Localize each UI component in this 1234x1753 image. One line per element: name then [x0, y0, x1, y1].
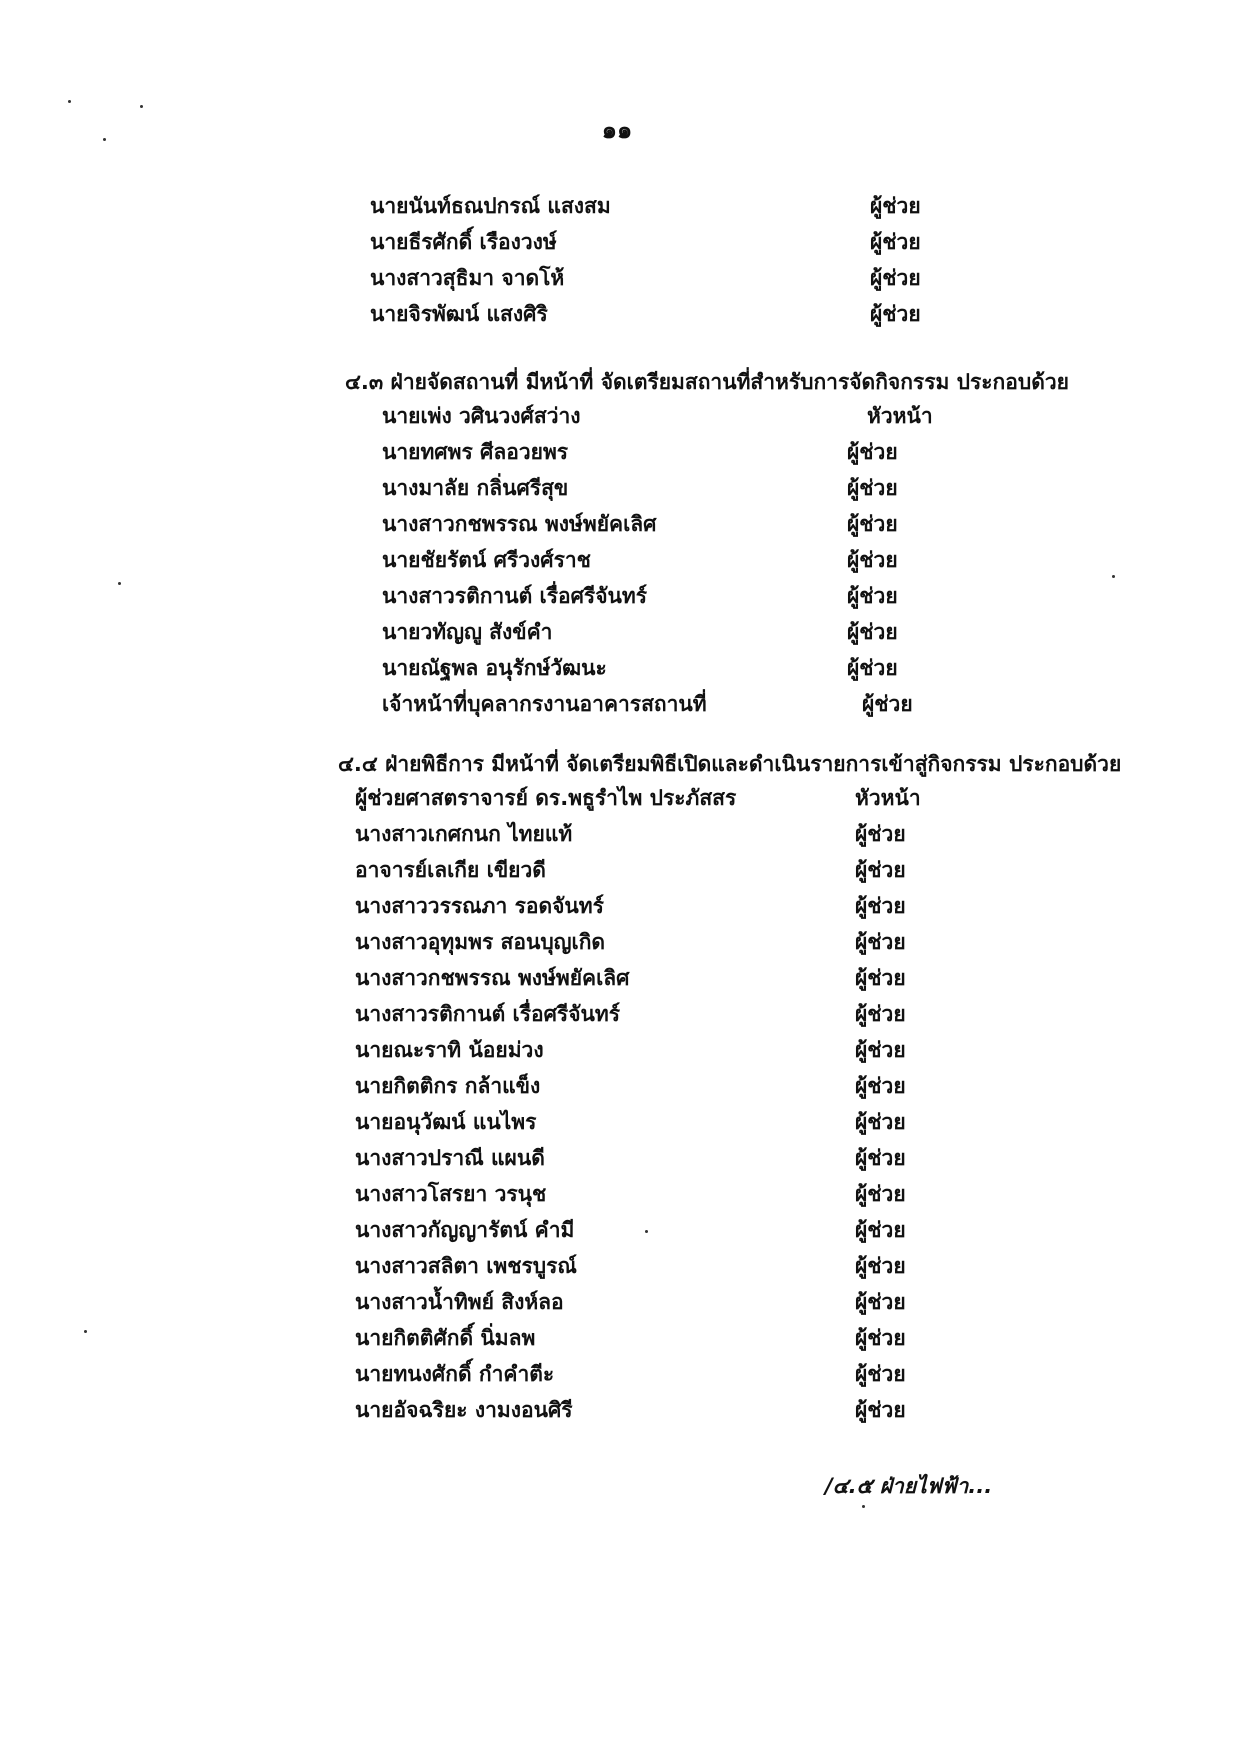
member-row: [355, 1178, 955, 1212]
member-row: [355, 1070, 955, 1104]
scan-speck: [68, 100, 71, 103]
member-name: นายชัยรัตน์ ศรีวงศ์ราช: [382, 548, 591, 572]
member-name: อาจารย์เลเกีย เขียวดี: [355, 858, 546, 882]
member-name: นายกิตติกร กล้าแข็ง: [355, 1074, 541, 1098]
member-row: [370, 226, 930, 260]
member-role: ผู้ช่วย: [870, 302, 921, 326]
member-row: [382, 544, 942, 578]
member-role: ผู้ช่วย: [862, 692, 913, 716]
member-name: นายกิตติศักดิ์ นิ่มลพ: [355, 1326, 536, 1350]
member-name: นางสาวโสรยา วรนุช: [355, 1182, 547, 1206]
member-row: [355, 818, 955, 852]
member-role: ผู้ช่วย: [847, 620, 898, 644]
member-role: ผู้ช่วย: [855, 1398, 906, 1422]
member-name: เจ้าหน้าที่บุคลากรงานอาคารสถานที่: [382, 692, 707, 716]
member-row: [355, 782, 955, 816]
member-row: [382, 508, 942, 542]
member-role: ผู้ช่วย: [855, 858, 906, 882]
member-row: [370, 190, 930, 224]
member-row: [355, 1286, 955, 1320]
member-name: นายวทัญญู สังข์คำ: [382, 620, 553, 644]
member-row: [370, 262, 930, 296]
member-role: ผู้ช่วย: [855, 1002, 906, 1026]
continuation-note: /๔.๕ ฝ่ายไฟฟ้า...: [825, 1474, 993, 1498]
member-role: ผู้ช่วย: [855, 966, 906, 990]
scan-speck: [140, 105, 143, 108]
member-role: ผู้ช่วย: [870, 230, 921, 254]
member-name: นายจิรพัฒน์ แสงศิริ: [370, 302, 548, 326]
member-name: นางมาลัย กลิ่นศรีสุข: [382, 476, 569, 500]
member-role: ผู้ช่วย: [855, 1038, 906, 1062]
member-row: [382, 400, 942, 434]
member-name: นางสาววรรณภา รอดจันทร์: [355, 894, 604, 918]
member-row: [370, 298, 930, 332]
member-name: นายธีรศักดิ์ เรืองวงษ์: [370, 230, 557, 254]
member-name: นางสาวสุธิมา จาดโห้: [370, 266, 565, 290]
member-name: นางสาวสลิตา เพชรบูรณ์: [355, 1254, 577, 1278]
member-role: ผู้ช่วย: [855, 1182, 906, 1206]
member-row: [355, 1394, 955, 1428]
section-4-3-heading: ๔.๓ ฝ่ายจัดสถานที่ มีหน้าที่ จัดเตรียมสถานที่สำหรับการจัดกิจกรรม ประกอบด้วย: [345, 370, 1069, 394]
member-row: [382, 616, 942, 650]
member-name: นายอัจฉริยะ งามงอนศิรี: [355, 1398, 573, 1422]
member-role: ผู้ช่วย: [855, 1146, 906, 1170]
member-name: นางสาวปราณี แผนดี: [355, 1146, 545, 1170]
member-name: นางสาวกชพรรณ พงษ์พยัคเลิศ: [355, 966, 630, 990]
member-row: [355, 962, 955, 996]
member-row: [355, 998, 955, 1032]
member-row: [355, 926, 955, 960]
member-row: [355, 1214, 955, 1248]
scan-speck: [84, 1330, 87, 1333]
member-name: นายอนุวัฒน์ แนไพร: [355, 1110, 537, 1134]
member-row: [355, 854, 955, 888]
member-role: ผู้ช่วย: [855, 1254, 906, 1278]
member-name: นายทนงศักดิ์ กำคำตีะ: [355, 1362, 555, 1386]
member-role: ผู้ช่วย: [855, 930, 906, 954]
member-row: [382, 652, 942, 686]
member-name: นายทศพร ศีลอวยพร: [382, 440, 569, 464]
scan-speck: [118, 582, 121, 585]
member-name: นางสาวน้ำทิพย์ สิงห์ลอ: [355, 1290, 564, 1314]
member-role: ผู้ช่วย: [855, 894, 906, 918]
member-name: นางสาวกชพรรณ พงษ์พยัคเลิศ: [382, 512, 657, 536]
member-row: [382, 436, 942, 470]
scan-speck: [1112, 575, 1115, 578]
member-role: ผู้ช่วย: [855, 1290, 906, 1314]
member-name: นางสาวรติกานต์ เรื่อศรีจันทร์: [382, 584, 647, 608]
member-role: ผู้ช่วย: [847, 548, 898, 572]
member-row: [355, 1322, 955, 1356]
member-row: [355, 1250, 955, 1284]
member-row: [355, 1142, 955, 1176]
scan-speck: [103, 138, 106, 141]
member-row: [355, 1034, 955, 1068]
member-name: นางสาวกัญญารัตน์ คำมี: [355, 1218, 575, 1242]
member-role: ผู้ช่วย: [847, 656, 898, 680]
member-name: ผู้ช่วยศาสตราจารย์ ดร.พธูรำไพ ประภัสสร: [355, 786, 737, 810]
member-role: ผู้ช่วย: [847, 476, 898, 500]
member-role: ผู้ช่วย: [847, 512, 898, 536]
member-row: [355, 1106, 955, 1140]
member-row: [355, 1358, 955, 1392]
member-row: [382, 580, 942, 614]
member-name: นายณัฐพล อนุรักษ์วัฒนะ: [382, 656, 607, 680]
member-role: ผู้ช่วย: [870, 194, 921, 218]
member-name: นายเพ่ง วศินวงศ์สว่าง: [382, 404, 581, 428]
member-role: ผู้ช่วย: [870, 266, 921, 290]
member-row: [355, 890, 955, 924]
member-role: หัวหน้า: [867, 404, 933, 428]
scan-speck: [645, 1230, 648, 1233]
member-name: นางสาวเกศกนก ไทยแท้: [355, 822, 573, 846]
member-name: นายนันท์ธณปกรณ์ แสงสม: [370, 194, 611, 218]
member-role: ผู้ช่วย: [847, 584, 898, 608]
member-name: นางสาวรติกานต์ เรื่อศรีจันทร์: [355, 1002, 620, 1026]
member-role: ผู้ช่วย: [855, 1074, 906, 1098]
member-name: นางสาวอุทุมพร สอนบุญเกิด: [355, 930, 606, 954]
page-number: ๑๑: [601, 116, 633, 144]
member-role: ผู้ช่วย: [855, 1326, 906, 1350]
section-4-4-heading: ๔.๔ ฝ่ายพิธีการ มีหน้าที่ จัดเตรียมพิธีเปิดและดำเนินรายการเข้าสู่กิจกรรม ประกอบด้วย: [338, 752, 1122, 776]
member-role: ผู้ช่วย: [847, 440, 898, 464]
member-role: ผู้ช่วย: [855, 1218, 906, 1242]
member-role: หัวหน้า: [855, 786, 921, 810]
member-role: ผู้ช่วย: [855, 1362, 906, 1386]
member-role: ผู้ช่วย: [855, 822, 906, 846]
member-row: [382, 472, 942, 506]
member-row: [382, 688, 942, 722]
member-role: ผู้ช่วย: [855, 1110, 906, 1134]
scan-speck: [862, 1505, 865, 1508]
member-name: นายณะราทิ น้อยม่วง: [355, 1038, 544, 1062]
